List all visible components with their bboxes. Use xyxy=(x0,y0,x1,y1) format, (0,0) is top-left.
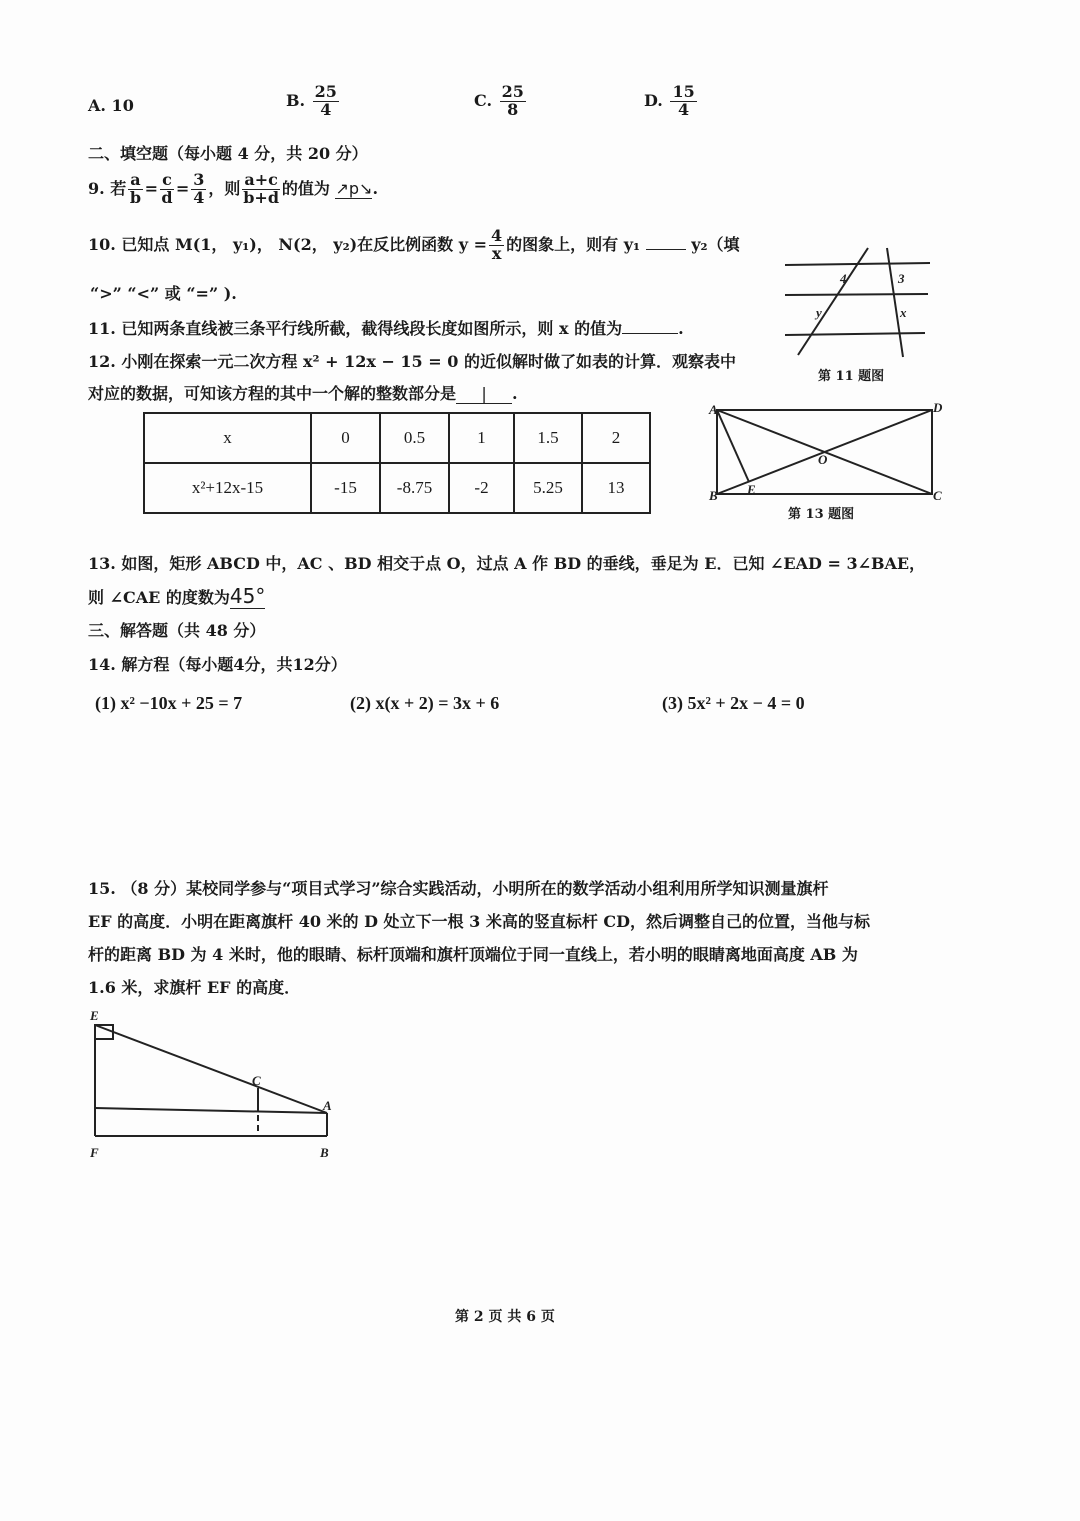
table-cell: -15 xyxy=(311,463,380,513)
table-cell: -2 xyxy=(449,463,514,513)
question-14-title: 14. 解方程（每小题4分，共12分） xyxy=(88,655,347,674)
question-11: 11. 已知两条直线被三条平行线所截，截得线段长度如图所示，则 x 的值为 . xyxy=(88,319,684,338)
fig15-label: F xyxy=(90,1145,99,1160)
figure-11 xyxy=(780,245,940,365)
figure-15 xyxy=(85,1003,345,1163)
fig13-label: O xyxy=(818,452,828,467)
option-d: D. $\frac{15}{4}$ xyxy=(644,82,695,119)
question-12-line1: 12. 小刚在探索一元二次方程 x² + 12x − 15 = 0 的近似解时做了如表的计算．观察表中 xyxy=(88,352,736,371)
figure-13-caption: 第 13 题图 xyxy=(788,507,855,522)
section-3-heading: 三、解答题（共 48 分） xyxy=(88,621,266,640)
question-13-line1: 13. 如图，矩形 ABCD 中，AC 、BD 相交于点 O，过点 A 作 BD 的垂线，垂足为 E．已知 ∠EAD = 3∠BAE， xyxy=(88,554,926,573)
fig15-label: B xyxy=(320,1145,329,1160)
option-b: B. $\frac{25}{4}$ xyxy=(286,82,337,119)
fig11-label: y xyxy=(816,305,822,320)
question-13-line2: 则 ∠CAE 的度数为45° xyxy=(88,584,266,608)
fig15-label: C xyxy=(252,1073,261,1088)
question-15-line3: 杆的距离 BD 为 4 米时，他的眼睛、标杆顶端和旗杆顶端位于同一直线上，若小明的眼睛离地面高度 AB 为 xyxy=(88,945,858,964)
option-c: C. $\frac{25}{8}$ xyxy=(474,82,524,119)
table-row xyxy=(144,463,650,513)
question-14-part1: (1) x² −10x + 25 = 7 xyxy=(95,693,243,713)
fig13-label: E xyxy=(747,482,756,497)
question-15-line4: 1.6 米，求旗杆 EF 的高度． xyxy=(88,978,301,997)
page-footer: 第 2 页 共 6 页 xyxy=(455,1309,555,1325)
question-10-line2: “>” “<” 或 “=” ). xyxy=(90,284,237,303)
fig13-label: D xyxy=(933,400,943,415)
fig13-label: C xyxy=(933,488,942,503)
question-14-part2: (2) x(x + 2) = 3x + 6 xyxy=(350,693,500,713)
fig13-label: B xyxy=(709,488,718,503)
question-9: 9. 若 $\frac{a}{b}$ = $\frac{c}{d}$ = $\frac{3}{4}$ ，则 $\frac{a+c}{b+d}$ 的值为 ↗p↘. xyxy=(88,170,379,207)
table-cell: 0 xyxy=(311,413,380,463)
q12-answer: | xyxy=(456,384,512,404)
fig11-label: x xyxy=(900,305,907,320)
table-row xyxy=(144,413,650,463)
question-10-line1: 10. 已知点 M(1， y₁)， N(2， y₂)在反比例函数 y = $\frac{4}{x}$ 的图象上，则有 y₁ y₂（填 xyxy=(88,226,740,263)
table-cell: 2 xyxy=(582,413,650,463)
table-cell: 1 xyxy=(449,413,514,463)
fig15-label: E xyxy=(90,1008,99,1023)
table-cell: 13 xyxy=(582,463,650,513)
table-cell: x xyxy=(144,413,311,463)
table-cell: 1.5 xyxy=(514,413,582,463)
question-14-part3: (3) 5x² + 2x − 4 = 0 xyxy=(662,693,805,713)
question-12-line2: 对应的数据，可知该方程的其中一个解的整数部分是 | . xyxy=(88,384,518,403)
fig15-label: A xyxy=(323,1098,332,1113)
fig13-label: A xyxy=(709,402,718,417)
section-2-heading: 二、填空题（每小题 4 分，共 20 分） xyxy=(88,144,368,163)
table-cell: x²+12x-15 xyxy=(144,463,311,513)
question-15-line1: 15. （8 分）某校同学参与“项目式学习”综合实践活动，小明所在的数学活动小组利用所学知识测量旗杆 xyxy=(88,879,829,898)
table-cell: 0.5 xyxy=(380,413,449,463)
option-a: A. 10 xyxy=(88,96,134,115)
figure-13 xyxy=(705,400,945,505)
table-cell: -8.75 xyxy=(380,463,449,513)
fig11-label: 4 xyxy=(840,271,847,286)
q13-answer: 45° xyxy=(229,584,266,608)
table-cell: 5.25 xyxy=(514,463,582,513)
fig11-label: 3 xyxy=(898,271,905,286)
q9-answer: ↗p↘ xyxy=(335,178,373,198)
figure-11-caption: 第 11 题图 xyxy=(818,369,885,384)
question-15-line2: EF 的高度．小明在距离旗杆 40 米的 D 处立下一根 3 米高的竖直标杆 CD，然后调整自己的位置，当他与标 xyxy=(88,912,871,931)
values-table xyxy=(143,412,651,514)
